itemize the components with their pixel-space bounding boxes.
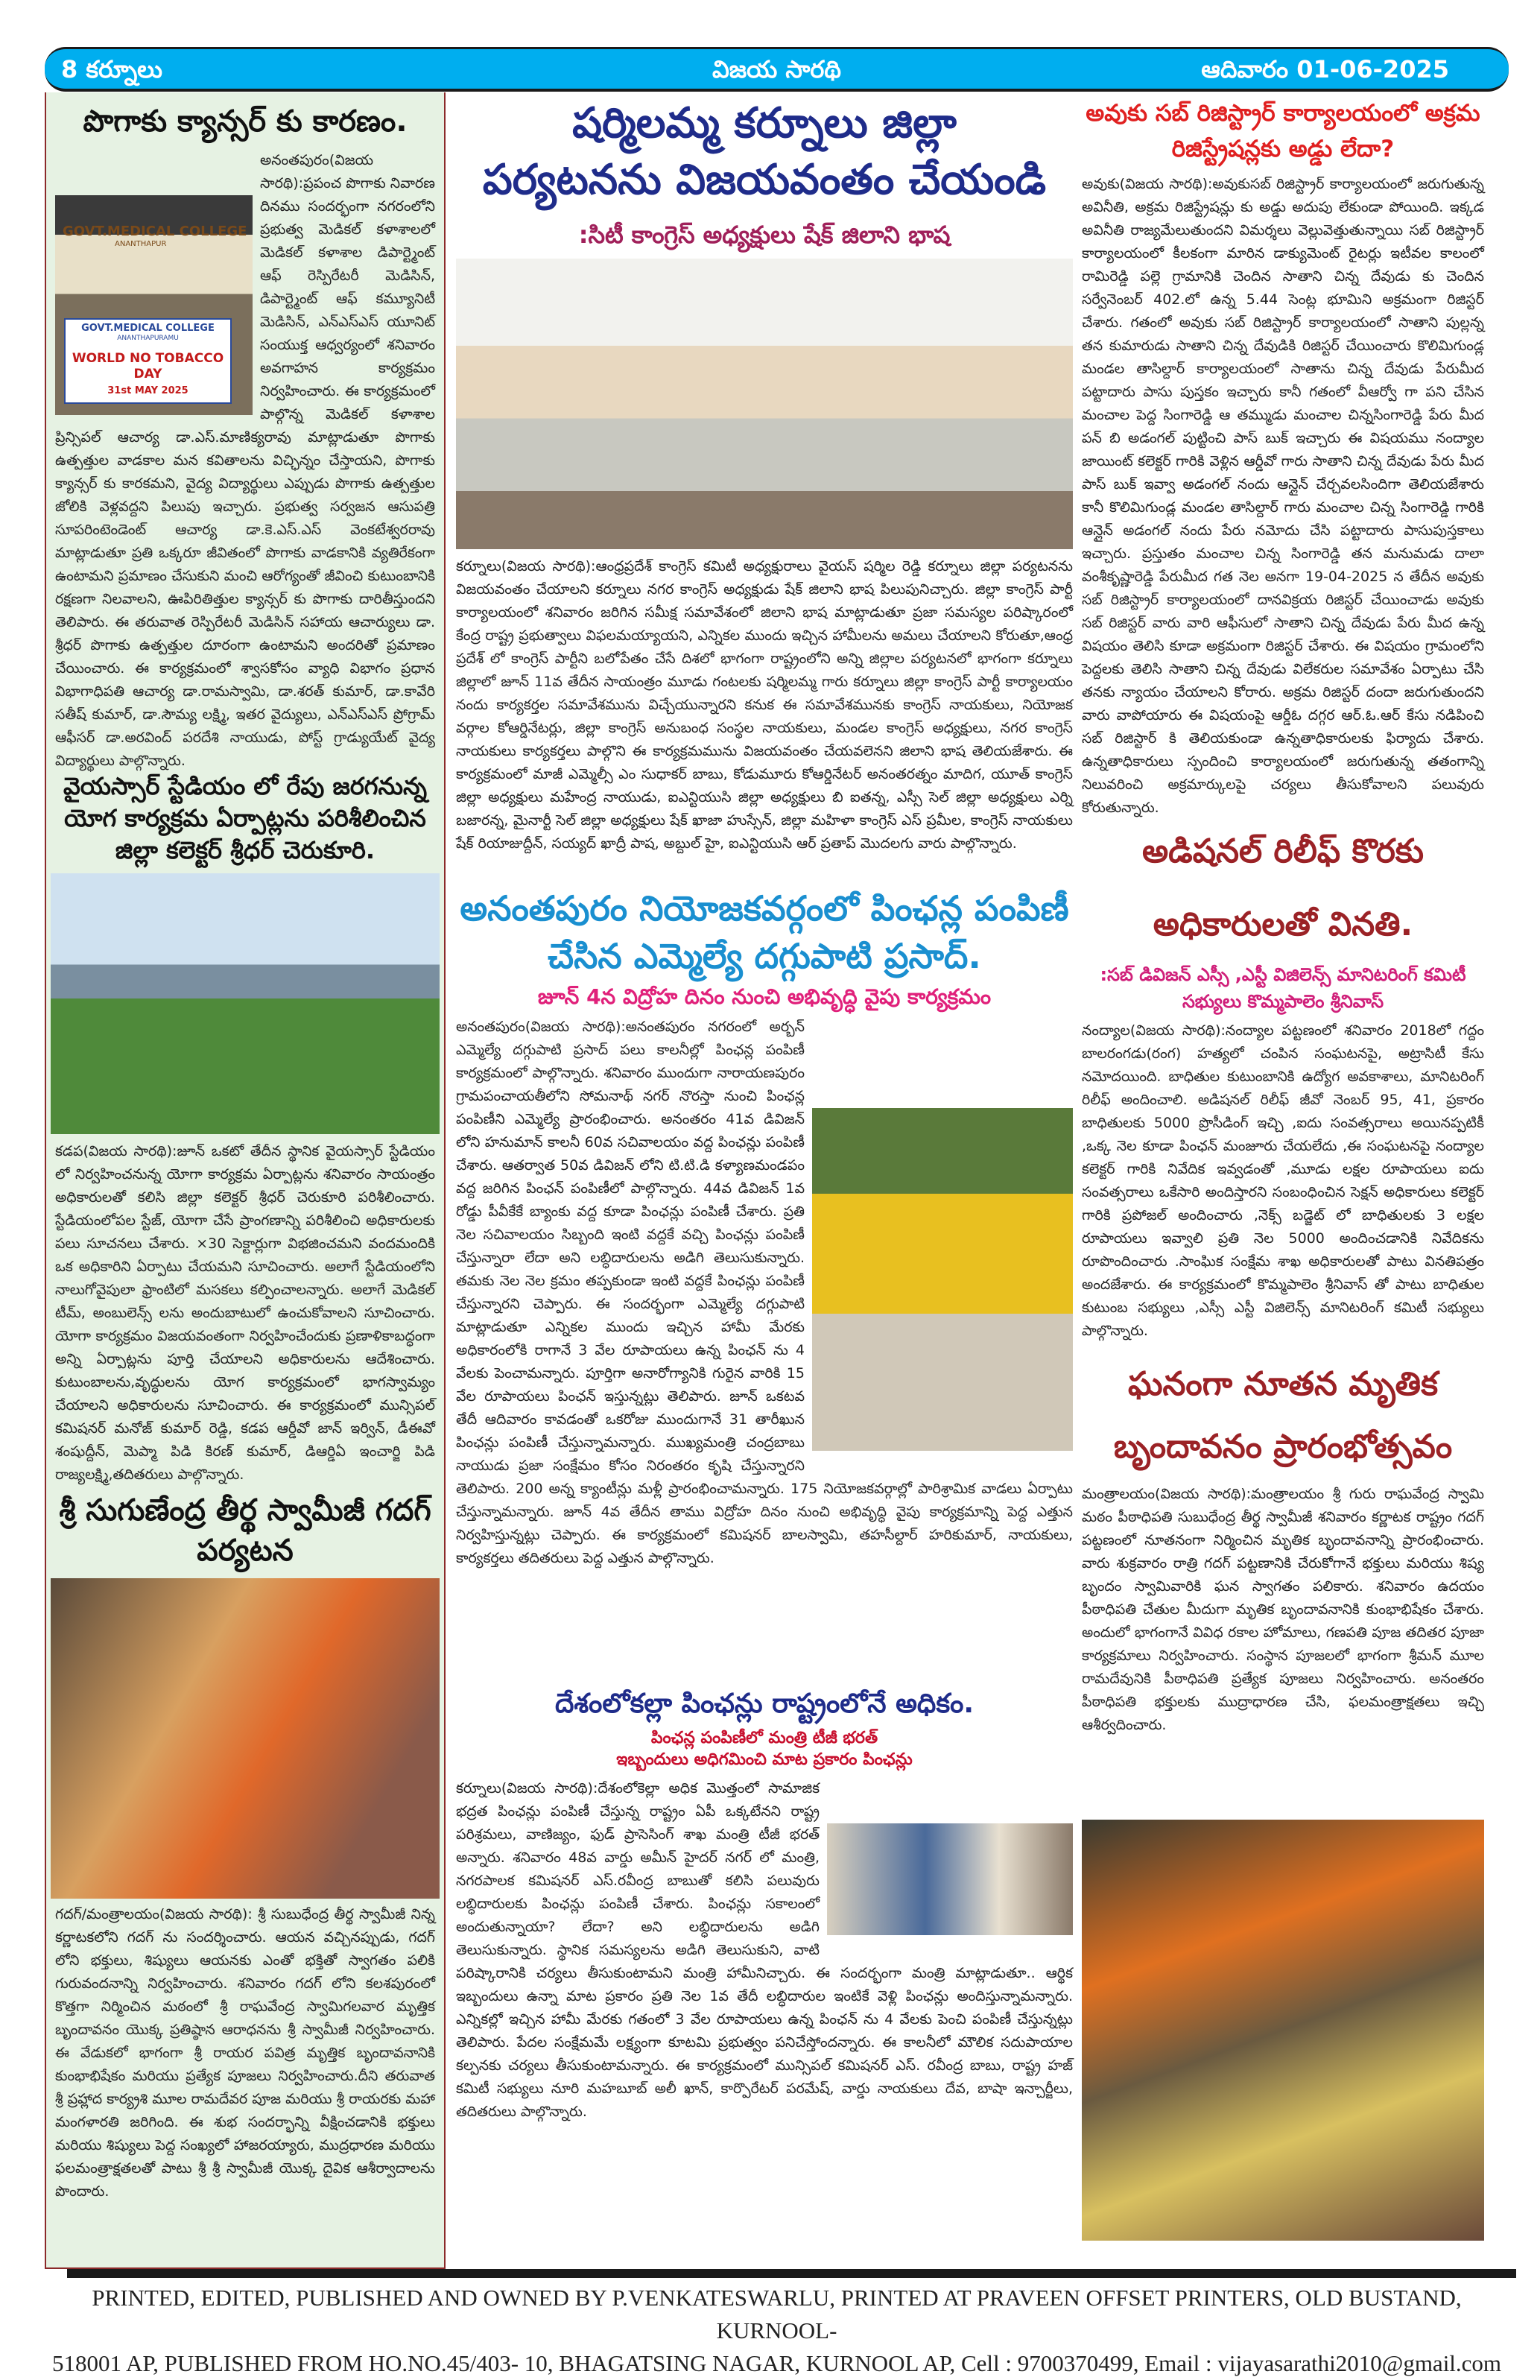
article-additional-relief: నంద్యాల(విజయ సారథి):నంద్యాల పట్టణంలో శనివారం 2018లో గద్దం బాలరంగడు(రంగ) హత్యలో చంపిన సంఘటనపై, అట్రాసిటీ కేసు నమోదయింది. బాధితుల కుటుంబానికి ఉద్యోగ అవకాశాలు, మానిటరింగ్ రిలీఫ్ అందించాలి. అడిషనల్ రిలీఫ్ జీవో నెంబర్ 95, 41, ప్రకారం బాధితులకు 5000 ప్రొసీడింగ్ ఇచ్చి ,ఐదు సంవత్సరాలు అయినప్పటికీ ,ఒక్క నెల కూడా పింఛన్ మంజూరు చేయలేదు ,ఈ సంఘటనపై నంద్యాల కలెక్టర్ గారికి నివేదిక ఇవ్వడంతో ,మూడు లక్షల రూపాయలు ఐదు సంవత్సరాలు ఒకేసారి అందిస్తారని సంబంధించిన సెక్షన్ అధికారులు కలెక్టర్ గారికి ప్రపోజల్ అందించారు ,నెక్స్ బడ్జెట్ లో బాధితులకు 3 లక్షల రూపాయలు ఇవ్వాలి ప్రతి నెల 5000 అందించడానికి నివేదికను రూపొందించారు .సాంఘిక సంక్షేమ శాఖ అధికారులతో పాటు వినతిపత్రం అందజేశారు. ఈ కార్యక్రమంలో కొమ్మపాలెం శ్రీనివాస్ తో పాటు బాధితుల కుటుంబ సభ్యులు ,ఎస్సీ ఎస్టీ విజిలెన్స్ మానిటరింగ్ కమిటీ సభ్యులు పాల్గొన్నారు. bbox=[1082, 1022, 1484, 1339]
photo-congress-meeting bbox=[456, 259, 1073, 549]
article-avuku-registrar: అవుకు(విజయ సారథి):అవుకుసబ్ రిజిస్ట్రార్ కార్యాలయంలో జరుగుతున్న అవినీతి, అక్రమ రిజిస్ట్రేషన్లు కు అడ్డు అదుపు లేకుండా పోయింది. ఇక్కడ అవినీతి రాజ్యమేలుతుందని విమర్శలు వెల్లువెత్తుతున్నాయి సబ్ రిజిస్ట్రార్ కార్యాలయంలో కీలకంగా మారిన డాక్యుమెంట్ రైటర్లు ఇటీవల కాలంలో రామిరెడ్డి పల్లె గ్రామానికి చెందిన సాతాని చిన్న దేవుడు కు చెందిన సర్వేనెంబర్ 402.లో ఉన్న 5.44 సెంట్ల భూమిని అక్రమంగా రిజిస్టర్ చేశారు. గతంలో అవుకు సబ్ రిజిస్ట్రార్ కార్యాలయంలో సాతాని పుల్లన్న తన కుమారుడు సాతాని చిన్న దేవుడికి రిజిస్టర్ చేయించారు కొలిమిగుండ్ల మండల తాసిల్దార్ కార్యాలయంలో సాతాను చిన్న దేవుడు పేరుమీద పట్టాదారు పాసు పుస్తకం ఇచ్చారు కానీ గతంలో వీఆర్వో గా పని చేసిన మంచాల పెద్ద సింగారెడ్డి ఆ తమ్ముడు మంచాల చిన్నసింగారెడ్డి పేరు మీద పన్ బి అడంగల్ పుట్టించి పాస్ బుక్ ఇచ్చారు ఈ విషయము నంద్యాల జాయింట్ కలెక్టర్ గారికి వెళ్లిన ఆర్డీవో గారు సాతాని చిన్న దేవుడు పేరు మీద పాస్ బుక్ ఇవ్వా అడంగల్ నందు ఆన్లైన్ చేర్చవలసిందిగా తెలియజేశారు కానీ కొలిమిగుండ్ల మండల తాసిల్దార్ గారు మంచాల చిన్న సింగారెడ్డి గారికి ఆన్లైన్ అడంగల్ నందు పేరు నమోదు చేసి పట్టాదారు పాసుపుస్తకాలు ఇచ్చారు. ప్రస్తుతం మంచాల చిన్న సింగారెడ్డి తన మనుమడు దాలా వంశీకృష్ణారెడ్డి పేరుమీద గత నెల అనగా 19-04-2025 న తేదీన అవుకు సబ్ రిజిస్ట్రార్ కార్యాలయంలో దానవిక్రయ రిజిస్టర్ చేయించాడు అవుకు సబ్ రిజిస్టర్ వారు వారి ఆఫీసులో సాతాని చిన్న దేవుడు పేరు మీద ఉన్న విషయం తెలిసి కూడా అక్రమంగా రిజిస్టర్ చేశారు. ఈ విషయం గ్రామంలోని పెద్దలకు తెలిసి సాతాని చిన్న దేవుడు విలేకరుల సమావేశం ఏర్పాటు చేసి తనకు న్యాయం చేయాలని కోరారు. అక్రమ రిజిస్టర్ దందా జరుగుతుందని వారు వాపోయారు ఈ విషయంపై ఆర్డీఓ దగ్గర ఆర్.ఓ.ఆర్ కేసు నడిపించి సబ్ రిజిస్టార్ కి తెలియకుండా ఉన్నతాధికారులకు ఫిర్యాదు చేశారు. ఉన్నతాధికారులు స్పందించి కార్యాలయంలో జరుగుతున్న తతంగాన్ని నిలువరించి అక్రమార్కులపై చర్యలు తీసుకోవాలని పలువురు కోరుతున్నారు. bbox=[1082, 176, 1484, 816]
imprint-footer bbox=[45, 2282, 1509, 2380]
headline-pensions-highest: దేశంలోకల్లా పింఛన్లు రాష్ట్రంలోనే అధికం. bbox=[554, 1688, 975, 1719]
photo-minister-pension bbox=[827, 1823, 1073, 1935]
issue-date: ఆదివారం 01-06-2025 bbox=[1201, 55, 1449, 83]
photo-tobacco-day-event bbox=[55, 195, 253, 415]
headline-additional-relief: అడిషనల్ రిలీఫ్ కొరకు అధికారులతో వినతి. bbox=[1141, 832, 1425, 943]
left-column bbox=[45, 92, 446, 2269]
subhead-pensions-promise: ఇబ్బందులు అధిగమించి మాట ప్రకారం పింఛన్లు bbox=[616, 1750, 913, 1770]
headline-pension-anantapur: అనంతపురం నియోజకవర్గంలో పింఛన్ల పంపిణీ చేసిన ఎమ్మెల్యే దగ్గుపాటి ప్రసాద్. bbox=[460, 888, 1069, 977]
banner-subtitle: ANANTHAPURAMU bbox=[117, 335, 179, 343]
headline-avuku-registrar: అవుకు సబ్ రిజిస్ట్రార్ కార్యాలయంలో అక్రమ రిజిస్ట్రేషన్లకు అడ్డు లేదా? bbox=[1086, 100, 1480, 162]
banner-title: GOVT.MEDICAL COLLEGE bbox=[81, 323, 215, 334]
subhead-jilani-basha: :సిటీ కాంగ్రెస్ అధ్యక్షులు షేక్ జిలాని భాష bbox=[578, 221, 951, 249]
world-no-tobacco-day-banner bbox=[64, 318, 232, 404]
subhead-minister-tg-bharat: పింఛన్ల పంపిణీలో మంత్రి టీజీ భరత్ bbox=[650, 1728, 878, 1747]
article-tobacco-day bbox=[55, 149, 435, 769]
article-body: కర్నూలు(విజయ సారథి):దేశంలోకెల్లా అధిక మొత్తంలో సామాజిక భద్రత పింఛన్లు పంపిణీ చేస్తున్న రాష్ట్రం ఏపీ ఒక్కటేనని రాష్ట్ర పరిశ్రమలు, వాణిజ్యం, ఫుడ్ ప్రాసెసింగ్ శాఖ మంత్రి టీజీ భరత్ అన్నారు. శనివారం 48వ వార్డు అమీన్ హైదర్ నగర్ లో మంత్రి, నగరపాలక కమిషనర్ ఎస్.రవీంద్ర బాబుతో కలిసి పలువురు లబ్ధిదారులకు పింఛన్లు పంపిణీ చేశారు. పింఛన్లు సకాలంలో అందుతున్నాయా? లేదా? అని లబ్ధిదారులను అడిగి తెలుసుకున్నారు. స్థానిక సమస్యలను అడిగి తెలుసుకుని, వాటి పరిష్కారానికి చర్యలు తీసుకుంటామని మంత్రి హామీనిచ్చారు. ఈ సందర్భంగా మంత్రి మాట్లాడుతూ.. ఆర్థిక ఇబ్బందులు ఉన్నా మాట ప్రకారం ప్రతి నెల 1వ తేదీ లబ్ధిదారుల ఇంటికే వెళ్లి పింఛన్లు అందిస్తున్నామన్నారు. ఎన్నికల్లో ఇచ్చిన హామీ మేరకు గతంలో 3 వేల రూపాయలు ఉన్న పింఛన్ ను 4 వేలకు పెంచి పంపిణీ చేస్తున్నట్లు తెలిపారు. పేదల సంక్షేమమే లక్ష్యంగా కూటమి ప్రభుత్వం పనిచేస్తోందన్నారు. ఈ కాలనీలో మౌలిక సదుపాయాల కల్పనకు చర్యలు తీసుకుంటామన్నారు. ఈ కార్యక్రమంలో మున్సిపల్ కమిషనర్ ఎస్. రవీంద్ర బాబు, రాష్ట్ర హజ్ కమిటీ సభ్యులు నూరి మహబూబ్ అలీ ఖాన్, కార్పొరేటర్ పరమేష్, వార్డు నాయకులు దేవ, బాషా ఇన్చార్జీలు, తదితరులు పాల్గొన్నారు. bbox=[456, 1779, 1073, 2120]
middle-column bbox=[456, 95, 1073, 2267]
footer-divider bbox=[67, 2269, 1516, 2278]
photo-collector-stadium bbox=[51, 873, 440, 1134]
article-pension-anantapur bbox=[456, 1016, 1073, 1679]
headline-tobacco-cancer: పొగాకు క్యాన్సర్ కు కారణం. bbox=[83, 104, 408, 139]
masthead-band bbox=[45, 47, 1509, 92]
headline-swamiji-gadag: శ్రీ సుగుణేంద్ర తీర్థ స్వామీజీ గదగ్ పర్యటన bbox=[59, 1493, 431, 1568]
article-yoga: కడప(విజయ సారథి):జూన్ ఒకటో తేదీన స్థానిక వైయస్సార్ స్టేడియం లో నిర్వహించనున్న యోగా కార్యక్రమ ఏర్పాట్లను శనివారం సాయంత్రం అధికారులతో కలిసి జిల్లా కలెక్టర్ శ్రీధర్ చెరుకూరి పరిశీలించారు. స్టేడియంలోపల స్టేజ్, యోగా చేసే ప్రాంగణాన్ని పరిశీలించి అధికారులకు పలు సూచనలు చేశారు. ×30 సెక్టార్లుగా విభజించమని వందమందికి ఒక అధికారిని ఏర్పాటు చేయమని సూచించారు. అలాగే స్టేడియంలోని నాలుగోవైపులా ఫ్రాంటిలో మసకలు కల్పించాలన్నారు. అలాగే మెడికల్ టీమ్, అంబులెన్స్ లను అందుబాటులో ఉంచుకోవాలని సూచించారు. యోగా కార్యక్రమం విజయవంతంగా నిర్వహించేందుకు ప్రణాళికాబద్ధంగా అన్ని ఏర్పాట్లను పూర్తి చేయాలని అధికారులను ఆదేశించారు. కుటుంబాలను,వృద్ధులను యోగ కార్యక్రమంలో భాగస్వామ్యం చేయాలని అధికారులను సూచించారు. ఈ కార్యక్రమంలో మున్సిపల్ కమిషనర్ మనోజ్ కుమార్ రెడ్డి, కడప ఆర్డీవో జాన్ ఇర్విన్, డీఈవో శంషుద్దీన్, మెప్మా పిడి కిరణ్ కుమార్, డిఆర్డిఏ ఇంచార్జి పిడి రాజ్యలక్ష్మి,తదితరులు పాల్గొన్నారు. bbox=[55, 1142, 435, 1483]
subhead-june-4: జూన్ 4న విద్రోహ దినం నుంచి అభివృద్ధి వైపు కార్యక్రమం bbox=[537, 984, 992, 1010]
paper-name: విజయ సారథి bbox=[712, 55, 841, 83]
article-body: అనంతపురం(విజయ సారథి):ప్రపంచ పొగాకు నివారణ దినము సందర్భంగా నగరంలోని ప్రభుత్వ మెడికల్ కళాశాలలో మెడికల్ కళాశాల డిపార్ట్మెంట్ ఆఫ్ రెస్పిరేటరీ మెడిసిన్, డిపార్ట్మెంట్ ఆఫ్ కమ్యూనిటీ మెడిసిన్, ఎన్ఎస్ఎస్ యూనిట్ సంయుక్త ఆధ్వర్యంలో శనివారం అవగాహన కార్యక్రమం నిర్వహించారు. ఈ కార్యక్రమంలో పాల్గొన్న మెడికల్ కళాశాల ప్రిన్సిపల్ ఆచార్య డా.ఎస్.మాణిక్యరావు మాట్లాడుతూ పొగాకు ఉత్పత్తుల వాడకాల మన కవితాలను విచ్ఛిన్నం చేస్తాయని, పొగాకు క్యాన్సర్ కు కారకమని, వైద్య విద్యార్థులు ఎప్పుడు పొగాకు ఉత్పత్తుల జోలికి వెళ్లవద్దని పిలుపు ఇచ్చారు. ప్రభుత్వ సర్వజన ఆసుపత్రి సూపరింటెండెంట్ ఆచార్య డా.కె.ఎస్.ఎస్ వెంకటేశ్వరరావు మాట్లాడుతూ ప్రతి ఒక్కరూ జీవితంలో పొగాకు వాడకానికి వ్యతిరేకంగా ఉంటామని ప్రమాణం చేసుకుని మంచి ఆరోగ్యంతో జీవించి కుటుంబానికి రక్షణగా నిలవాలని, ఊపిరితిత్తుల క్యాన్సర్ కు పొగాకు దారితీస్తుందని తెలిపారు. ఈ తరువాత రెస్పిరేటరీ మెడిసిన్ సహాయ ఆచార్యులు డా. శ్రీధర్ పొగాకు ఉత్పత్తుల దూరంగా ఉంటామని అందరితో ప్రమాణం చేయించారు. ఈ కార్యక్రమంలో శ్వాసకోసం వ్యాధి విభాగం ప్రధాన విభాగాధిపతి ఆచార్య డా.రామస్వామి, డా.శరత్ కుమార్, డా.కావేరి సతీష్ కుమార్, డా.సౌమ్య లక్ష్మి, ఇతర వైద్యులు, ఎన్ఎస్ఎస్ ప్రోగ్రామ్ ఆఫీసర్ డా.అరవింద్ పరదేశి నాయుడు, పోస్ట్ గ్రాడ్యుయేట్ వైద్య విద్యార్థులు పాల్గొన్నారు. bbox=[55, 152, 435, 769]
photo-sign: GOVT.MEDICAL COLLEGE bbox=[63, 224, 247, 239]
article-swamiji-gadag: గదగ్/మంత్రాలయం(విజయ సారథి): శ్రీ సుబుధేంద్ర తీర్థ స్వామీజీ నిన్న కర్ణాటకలోని గదగ్ ను సందర్శించారు. ఆయన వచ్చినప్పుడు, గదగ్ లోని భక్తులు, శిష్యులు ఆయనకు ఎంతో భక్తితో స్వాగతం పలికి గురువందనాన్ని నిర్వహించారు. శనివారం గదగ్ లోని కలశపురంలో కొత్తగా నిర్మించిన మఠంలో శ్రీ రాఘవేంద్ర స్వామిగలవార మృత్తిక బృందావనం యొక్క ప్రతిష్ఠాన ఆరాధనను శ్రీ స్వామీజీ నిర్వహించారు. ఈ వేడుకలో భాగంగా శ్రీ రాయర పవిత్ర మృత్తిక బృందావనానికి కుంభాభిషేకం మరియు ప్రత్యేక పూజలు నిర్వహించారు.దీని తరువాత శ్రీ ప్రహ్లాద కార్య్రశి మూల రామదేవర పూజ మరియు శ్రీ రాయరకు మహా మంగళారతి జరిగింది. ఈ శుభ సందర్భాన్ని వీక్షించడానికి భక్తులు మరియు శిష్యులు పెద్ద సంఖ్యలో హాజరయ్యారు, ముద్రధారణ మరియు ఫలమంత్రాక్షతలతో పాటు శ్రీ శ్రీ స్వామీజీ యొక్క దైవిక ఆశీర్వాదాలను పొందారు. bbox=[55, 1905, 435, 2200]
banner-main-text: WORLD NO TOBACCO DAY bbox=[72, 350, 224, 382]
page-label: 8 కర్నూలు bbox=[61, 55, 162, 83]
photo-brindavanam-swamiji bbox=[1082, 1820, 1484, 2241]
photo-mla-pension-distribution bbox=[812, 1108, 1073, 1451]
article-brindavanam: మంత్రాలయం(విజయ సారథి):మంత్రాలయం శ్రీ గురు రాఘవేంద్ర స్వామి మఠం పీఠాధిపతి సుబుధేంద్ర తీర్థ స్వామీజీ శనివారం కర్ణాటక రాష్ట్రం గదగ్ పట్టణంలో నూతనంగా నిర్మించిన మృతిక బృందావనాన్ని ప్రారంభించారు. వారు శుక్రవారం రాత్రి గదగ్ పట్టణానికి చేరుకోగానే భక్తులు మరియు శిష్య బృందం స్వామివారికి ఘన స్వాగతం పలికారు. శనివారం ఉదయం పీఠాధిపతి చేతుల మీదుగా మృతిక బృందావనానికి కుంభాభిషేకం చేశారు. అందులో భాగంగానే వివిధ రకాల హోమాలు, గణపతి పూజ తదితర పూజా కార్యక్రమాలు నిర్వహించారు. సంస్థాన పూజలలో భాగంగా శ్రీమన్ మూల రామదేవునికి పీఠాధిపతి ప్రత్యేక పూజలు నిర్వహించారు. అనంతరం పీఠాధిపతి భక్తులకు ముద్రాధారణ చేసి, ఫలమంత్రాక్షతలు ఇచ్చి ఆశీర్వదించారు. bbox=[1082, 1486, 1484, 1733]
headline-sharmila-visit: షర్మిలమ్మ కర్నూలు జిల్లా పర్యటనను విజయవంతం చేయండి bbox=[482, 99, 1047, 204]
imprint-line-2: 518001 AP, PUBLISHED FROM HO.NO.45/403- 10, BHAGATSING NAGAR, KURNOOL AP, Cell : 9700370499, Email : vijayasarathi2010@gmail.com bbox=[51, 2350, 1502, 2376]
subhead-vigilance-committee: :సబ్ డివిజన్ ఎస్సీ ,ఎస్టీ విజిలెన్స్ మానిటరింగ్ కమిటీ సభ్యులు కొమ్మపాలెం శ్రీనివాస్ bbox=[1100, 964, 1466, 1012]
banner-date: 31st MAY 2025 bbox=[107, 385, 188, 396]
article-pensions-kurnool bbox=[456, 1777, 1073, 2194]
article-body: అనంతపురం(విజయ సారథి):అనంతపురం నగరంలో అర్బన్ ఎమ్మెల్యే దగ్గుపాటి ప్రసాద్ పలు కాలనీల్లో పింఛన్ల పంపిణీ కార్యక్రమంలో పాల్గొన్నారు. శనివారం ముందుగా నారాయణపురం గ్రామపంచాయతీలోని సోమనాథ్ నగర్ నొరస్తా నుంచి పింఛన్ల పంపిణీని ఎమ్మెల్యే ప్రారంభించారు. అనంతరం 41వ డివిజన్ లోని హనుమాన్ కాలనీ 60వ సచివాలయం వద్ద పింఛన్లు పంపిణీ చేశారు. ఆతర్వాత 50వ డివిజన్ లోని టి.టి.డి కళ్యాణమండపం వద్ద జరిగిన పింఛన్ పంపిణీలో పాల్గొన్నారు. 44వ డివిజన్ 1వ రోడ్డు పీవీకేకే బ్యాంకు వద్ద కూడా పింఛన్లు పంపిణీ చేశారు. ప్రతి నెల సచివాలయం సిబ్బంది ఇంటి వద్దకే వచ్చి పింఛన్లు పంపిణీ చేస్తున్నారా లేదా అని లబ్ధిదారులను అడిగి తెలుసుకున్నారు. తమకు నెల నెల క్రమం తప్పకుండా ఇంటి వద్దకే పింఛన్లు పంపిణీ చేస్తున్నారని చెప్పారు. ఈ సందర్భంగా ఎమ్మెల్యే దగ్గుపాటి మాట్లాడుతూ ఎన్నికల ముందు ఇచ్చిన హామీ మేరకు అధికారంలోకి రాగానే 3 వేల రూపాయలు ఉన్న పింఛన్ ను 4 వేలకు పెంచామన్నారు. పూర్తిగా అనారోగ్యానికి గురైన వారికి 15 వేల రూపాయలు పింఛన్ ఇస్తున్నట్లు తెలిపారు. జూన్ ఒకటవ తేదీ ఆదివారం కావడంతో ఒకరోజు ముందుగానే 31 తారీఖున పింఛన్లు పంపిణీ చేస్తున్నామన్నారు. ముఖ్యమంత్రి చంద్రబాబు నాయుడు ప్రజా సంక్షేమం కోసం నిరంతరం కృషి చేస్తున్నారని తెలిపారు. 200 అన్న క్యాంటీన్లు మళ్లీ ప్రారంభించామన్నారు. 175 నియోజకవర్గాల్లో పారిశ్రామిక వాడలు ఏర్పాటు చేస్తున్నామన్నారు. జూన్ 4వ తేదీన తాము విద్రోహ దినం నుంచి అభివృద్ధి వైపు కార్యక్రమాన్ని పెద్ద ఎత్తున నిర్వహిస్తున్నట్లు చెప్పారు. ఈ కార్యక్రమంలో కమిషనర్ బాలస్వామి, తహసీల్దార్ హరికుమార్, నాయకులు, కార్యకర్తలు తదితరులు పెద్ద ఎత్తున పాల్గొన్నారు. bbox=[456, 1018, 1073, 1566]
headline-brindavanam-inauguration: ఘనంగా నూతన మృతిక బృందావనం ప్రారంభోత్సవం bbox=[1113, 1365, 1453, 1466]
headline-yoga-arrangements: వైయస్సార్ స్టేడియం లో రేపు జరగనున్న యోగ కార్యక్రమ ఏర్పాట్లను పరిశీలించిన జిల్లా కలెక్టర్ శ్రీధర్ చెరుకూరి. bbox=[63, 772, 427, 865]
article-sharmila-visit: కర్నూలు(విజయ సారథి):ఆంధ్రప్రదేశ్ కాంగ్రెస్ కమిటీ అధ్యక్షురాలు వైయస్ షర్మిల రెడ్డి కర్నూలు జిల్లా పర్యటనను విజయవంతం చేయాలని కర్నూలు నగర కాంగ్రెస్ అధ్యక్షుడు షేక్ జిలాని భాష పిలుపునిచ్చారు. జిల్లా కాంగ్రెస్ పార్టీ కార్యాలయంలో శనివారం జరిగిన సమీక్ష సమావేశంలో జిలాని భాష మాట్లాడుతూ ప్రజా సమస్యల పరిష్కారంలో కేంద్ర రాష్ట్ర ప్రభుత్వాలు విఫలమయ్యాయని, ఎన్నికల ముందు ఇచ్చిన హామీలను అమలు చేయాలని కోరుతూ,ఆంధ్ర ప్రదేశ్ లో కాంగ్రెస్ పార్టీని బలోపేతం చేసే దిశలో భాగంగా రాష్ట్రంలోని అన్ని జిల్లాల పర్యటనలో భాగంగా కర్నూలు జిల్లాలో జూన్ 11వ తేదీన సాయంత్రం మూడు గంటలకు షర్మిలమ్మ గారు కర్నూలు జిల్లా కాంగ్రెస్ పార్టీ కార్యాలయం నందు కార్యకర్తల సమావేశమును విచ్చేయున్నారని కనుక ఈ సమావేశమునకు కాంగ్రెస్ నాయకులు, నియోజక వర్గాల కోఆర్డినేటర్లు, జిల్లా కాంగ్రెస్ అనుబంధ సంస్థల నాయకులు, మండల కాంగ్రెస్ అధ్యక్షులు, నగర కాంగ్రెస్ నాయకులు కార్యకర్తలు పాల్గొని ఈ కార్యక్రమమును విజయవంతం చేయవలెనని జిలాని భాష తెలియజేశారు. ఈ కార్యక్రమంలో మాజీ ఎమ్మెల్సీ ఎం సుధాకర్ బాబు, కోడుమూరు కోఆర్డినేటర్ అనంతరత్నం మాదిగ, యూత్ కాంగ్రెస్ జిల్లా అధ్యక్షులు మహేంద్ర నాయుడు, ఐఎన్టియుసి జిల్లా అధ్యక్షులు బి ఐతన్న, ఎస్సీ సెల్ జిల్లా అధ్యక్షులు ఎర్ని బజారన్న, మైనార్టీ సెల్ జిల్లా అధ్యక్షులు షేక్ ఖాజా హుస్సేన్, జిల్లా మహిళా కాంగ్రెస్ ఎస్ ప్రమీల, కాంగ్రెస్ నాయకులు షేక్ రియాజుద్దీన్, సయ్యద్ ఖాద్రీ పాష, అబ్దుల్ హై, ఐఎన్టియుసి ఆర్ ప్రతాప్ మొదలగు వారు పాల్గొన్నారు. bbox=[456, 558, 1073, 852]
photo-swamiji-devotees bbox=[51, 1578, 440, 1899]
imprint-line-1: PRINTED, EDITED, PUBLISHED AND OWNED BY P.VENKATESWARLU, PRINTED AT PRAVEEN OFFSET PRINTERS, OLD BUSTAND, KURNOOL- bbox=[92, 2285, 1462, 2343]
right-column bbox=[1082, 95, 1484, 2267]
photo-sign-sub: ANANTHAPUR bbox=[115, 240, 167, 248]
